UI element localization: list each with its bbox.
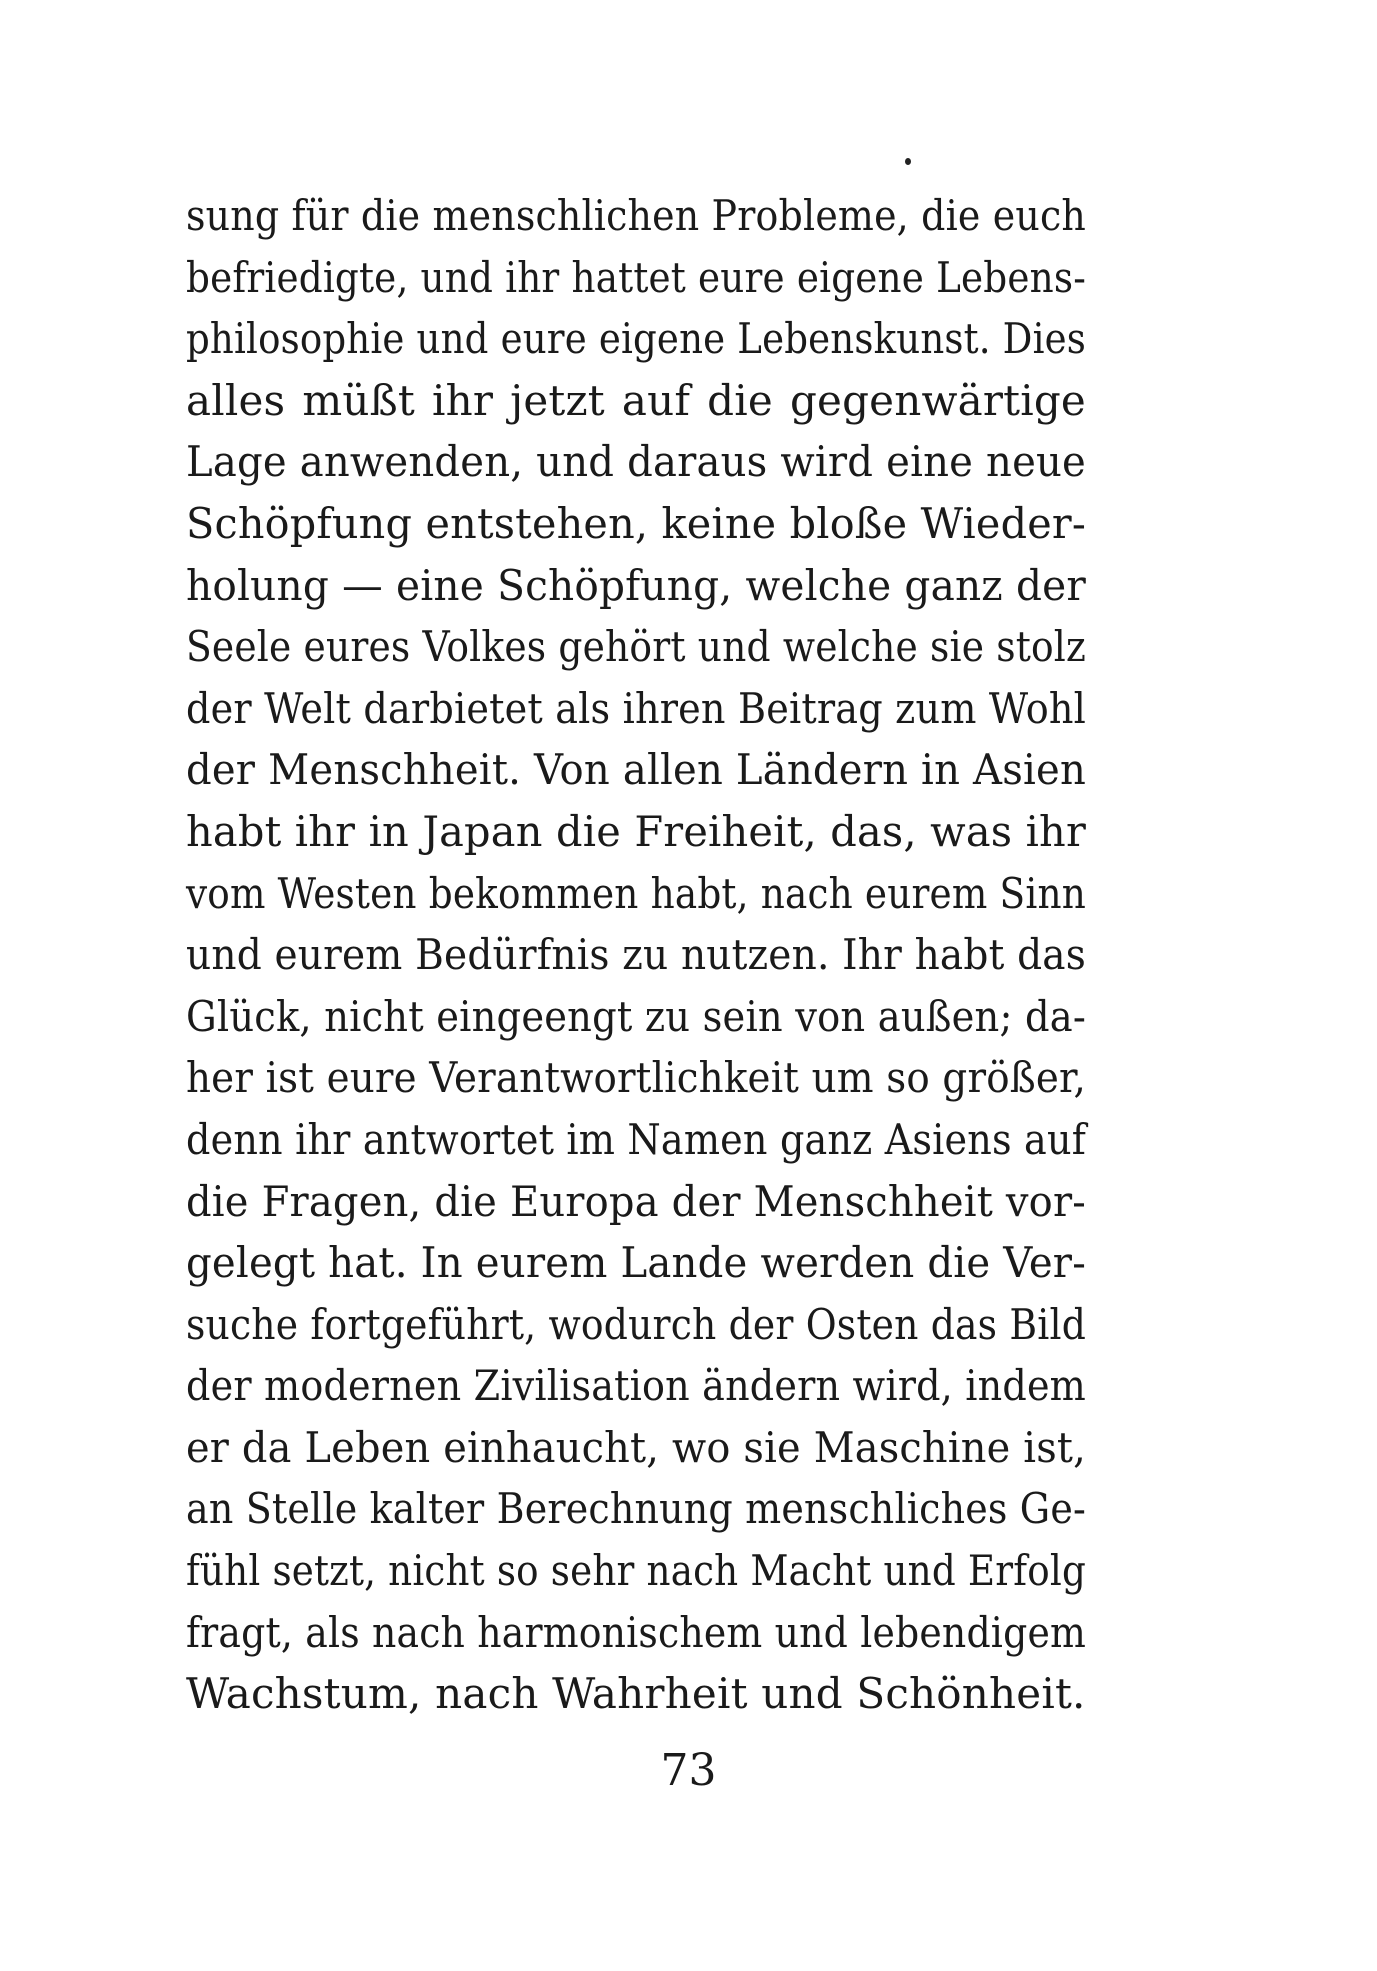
text-line: Schöpfung entstehen, keine bloße Wieder- <box>186 498 1086 548</box>
text-line: Glück, nicht eingeengt zu sein von außen; da- <box>186 991 1086 1041</box>
page-number: 73 <box>660 1745 717 1796</box>
text-line: alles müßt ihr jetzt auf die gegenwärtige <box>186 375 1086 425</box>
text-line: Wachstum, nach Wahrheit und Schönheit. <box>186 1669 1086 1719</box>
text-line: der Menschheit. Von allen Ländern in Asien <box>186 745 1086 795</box>
text-line: befriedigte, und ihr hattet eure eigene Lebens- <box>186 252 1086 302</box>
text-line: habt ihr in Japan die Freiheit, das, was ihr <box>186 806 1086 856</box>
body-text <box>186 185 1086 1725</box>
text-line: sung für die menschlichen Probleme, die euch <box>186 191 1086 240</box>
text-line: gelegt hat. In eurem Lande werden die Ver- <box>186 1238 1086 1288</box>
text-line: suche fortgeführt, wodurch der Osten das Bild <box>186 1299 1086 1349</box>
text-line: die Fragen, die Europa der Menschheit vor- <box>186 1176 1086 1226</box>
text-line: denn ihr antwortet im Namen ganz Asiens auf <box>186 1114 1086 1164</box>
text-line: der Welt darbietet als ihren Beitrag zum Wohl <box>186 683 1086 733</box>
ink-speck <box>905 158 911 165</box>
text-line: holung — eine Schöpfung, welche ganz der <box>186 560 1086 610</box>
text-line: fühl setzt, nicht so sehr nach Macht und Erfolg <box>186 1546 1086 1596</box>
text-line: fragt, als nach harmonischem und lebendigem <box>186 1607 1086 1657</box>
text-line: Lage anwenden, und daraus wird eine neue <box>186 437 1086 487</box>
text-line: an Stelle kalter Berechnung menschliches Ge- <box>186 1484 1086 1534</box>
text-line: her ist eure Verantwortlichkeit um so größer, <box>186 1053 1086 1103</box>
text-line: der modernen Zivilisation ändern wird, indem <box>186 1361 1086 1411</box>
text-line: und eurem Bedürfnis zu nutzen. Ihr habt das <box>186 930 1086 980</box>
text-line: er da Leben einhaucht, wo sie Maschine ist, <box>186 1422 1086 1472</box>
text-line: Seele eures Volkes gehört und welche sie stolz <box>186 622 1086 672</box>
text-line: vom Westen bekommen habt, nach eurem Sinn <box>186 868 1086 918</box>
text-line: philosophie und eure eigene Lebenskunst. Dies <box>186 314 1086 364</box>
